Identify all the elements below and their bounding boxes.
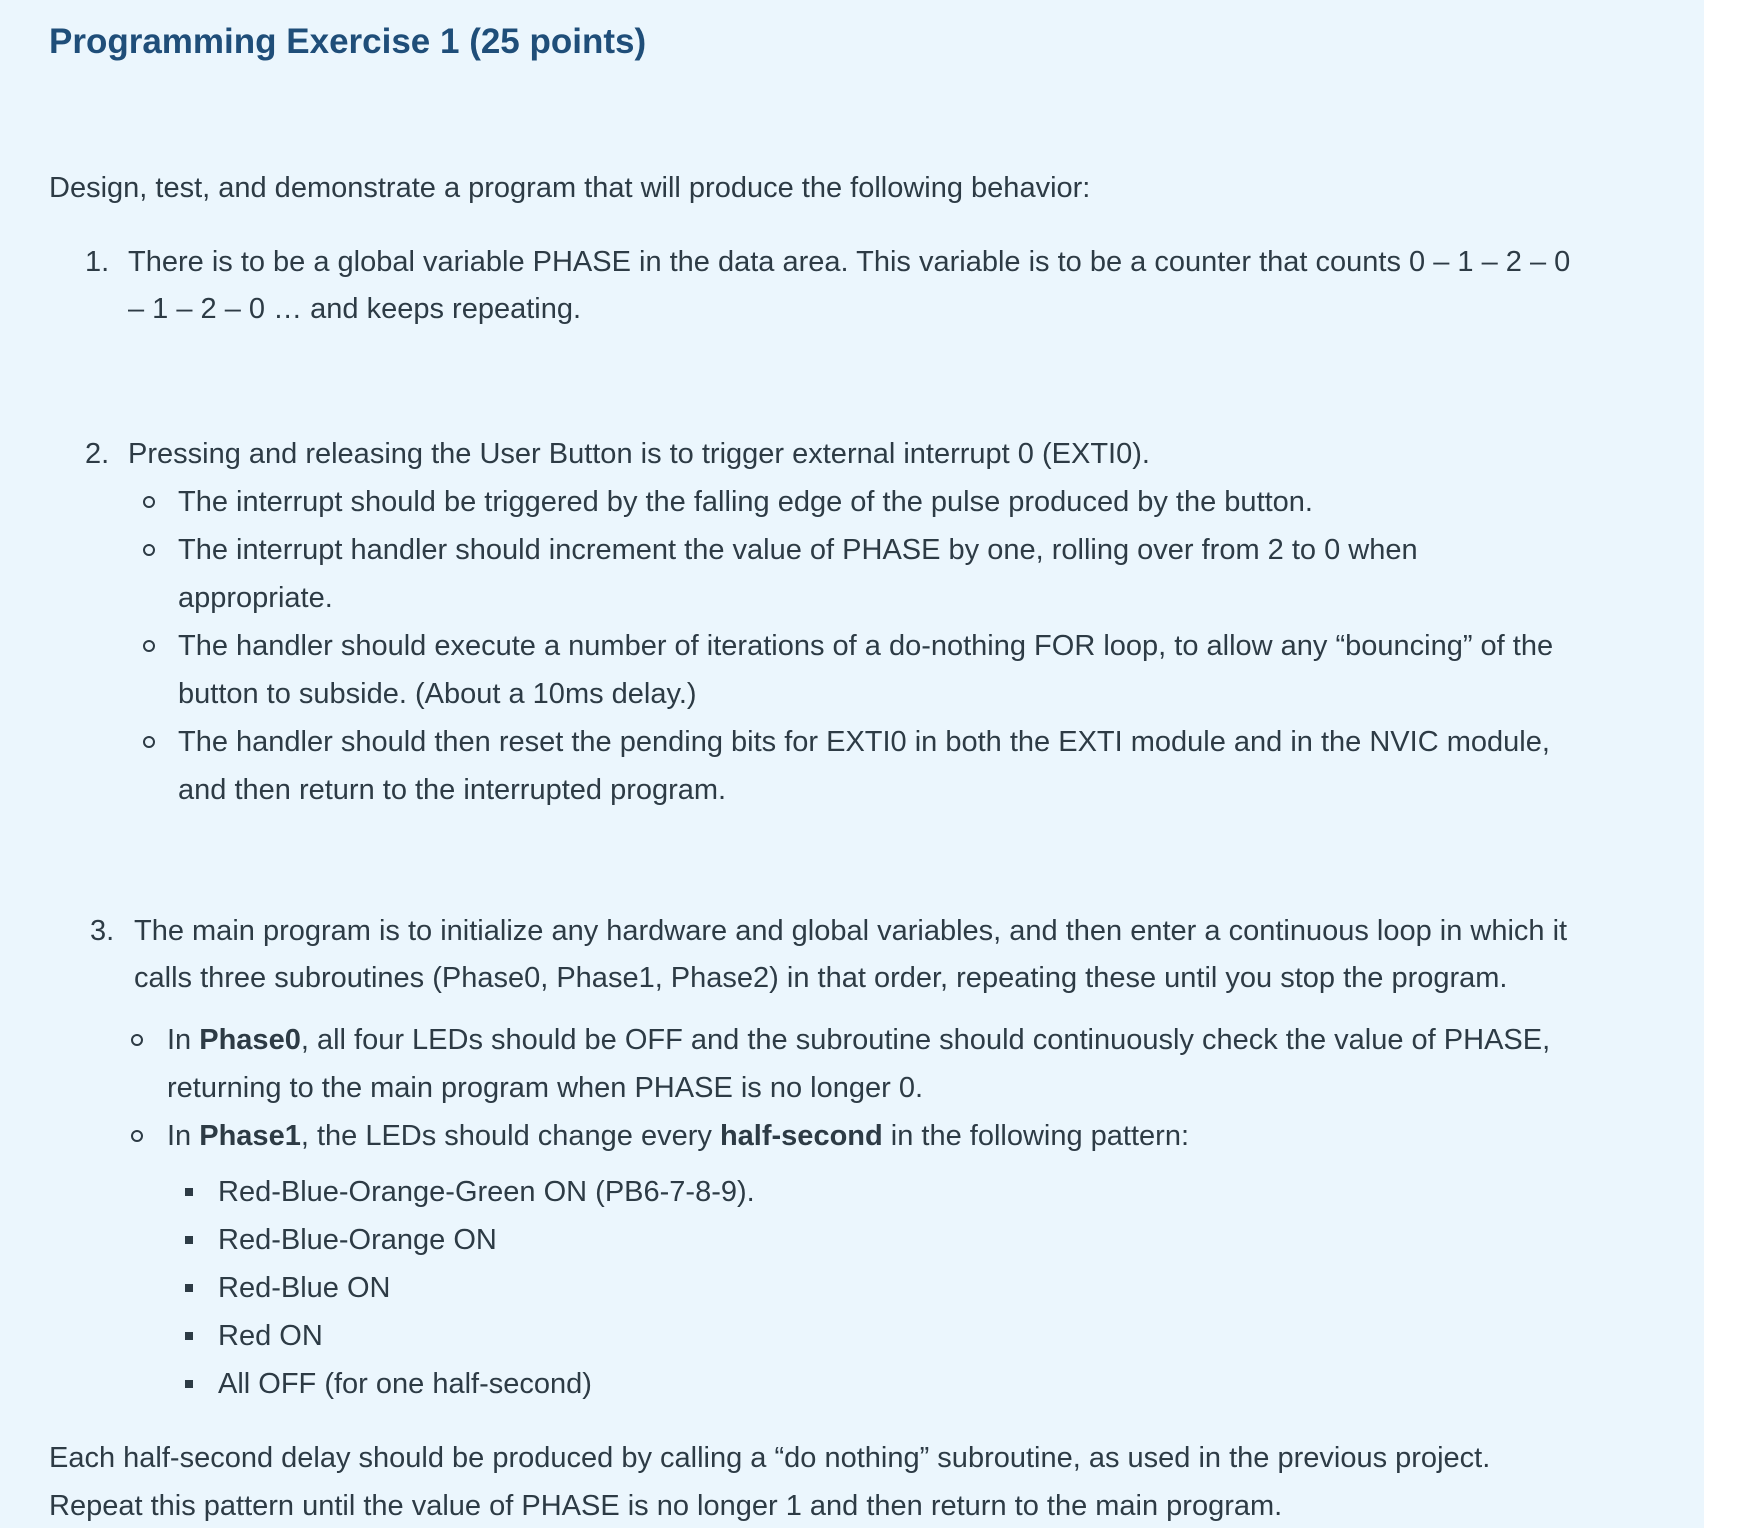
item-2-bullet-4-line-1: The handler should then reset the pending bits for EXTI0 in both the EXTI module and in the NVIC module, (178, 726, 1550, 758)
closing-line-2: Repeat this pattern until the value of PHASE is no longer 1 and then return to the main program. (49, 1490, 1283, 1522)
item-2-bullet-1-line-1: The interrupt should be triggered by the falling edge of the pulse produced by the button. (178, 486, 1313, 518)
pattern-item: All OFF (for one half-second) (218, 1368, 592, 1400)
pattern-item: Red-Blue-Orange-Green ON (PB6-7-8-9). (218, 1176, 755, 1208)
item-2-bullet-2-line-1: The interrupt handler should increment the value of PHASE by one, rolling over from 2 to 0 when (178, 534, 1418, 566)
bullet-square-icon (185, 1284, 193, 1292)
bullet-square-icon (185, 1188, 193, 1196)
phase0-line-2: returning to the main program when PHASE is no longer 0. (167, 1072, 924, 1104)
bullet-square-icon (185, 1332, 193, 1340)
bullet-circle-icon (143, 736, 155, 748)
item-3-number: 3. (90, 915, 115, 947)
item-2-bullet-3-line-2: button to subside. (About a 10ms delay.) (178, 678, 697, 710)
item-1-number: 1. (85, 246, 110, 278)
item-2-bullet-2-line-2: appropriate. (178, 582, 333, 614)
bullet-square-icon (185, 1236, 193, 1244)
item-2-line-1: Pressing and releasing the User Button is to trigger external interrupt 0 (EXTI0). (128, 438, 1150, 470)
closing-line-1: Each half-second delay should be produced by calling a “do nothing” subroutine, as used in the previous project. (49, 1442, 1491, 1474)
bullet-circle-icon (143, 640, 155, 652)
phase1-line-1: In Phase1, the LEDs should change every half-second in the following pattern: (167, 1120, 1190, 1152)
bullet-square-icon (185, 1380, 193, 1388)
intro-text: Design, test, and demonstrate a program that will produce the following behavior: (49, 172, 1091, 204)
item-2-number: 2. (85, 438, 110, 470)
item-3-line-2: calls three subroutines (Phase0, Phase1, Phase2) in that order, repeating these until you stop the program. (134, 962, 1508, 994)
pattern-item: Red-Blue ON (218, 1272, 391, 1304)
item-1-line-2: – 1 – 2 – 0 … and keeps repeating. (128, 293, 582, 325)
bullet-circle-icon (143, 496, 155, 508)
page-title: Programming Exercise 1 (25 points) (49, 22, 647, 61)
bullet-circle-icon (131, 1034, 143, 1046)
item-3-line-1: The main program is to initialize any hardware and global variables, and then enter a continuous loop in which it (134, 915, 1568, 947)
item-2-bullet-3-line-1: The handler should execute a number of iterations of a do-nothing FOR loop, to allow any “bouncing” of the (178, 630, 1554, 662)
pattern-item: Red ON (218, 1320, 323, 1352)
pattern-item: Red-Blue-Orange ON (218, 1224, 497, 1256)
item-2-bullet-4-line-2: and then return to the interrupted program. (178, 774, 727, 806)
phase0-line-1: In Phase0, all four LEDs should be OFF and the subroutine should continuously check the value of PHASE, (167, 1024, 1551, 1056)
item-1-line-1: There is to be a global variable PHASE in the data area. This variable is to be a counter that counts 0 – 1 – 2 – 0 (128, 246, 1571, 278)
bullet-circle-icon (143, 544, 155, 556)
bullet-circle-icon (131, 1130, 143, 1142)
